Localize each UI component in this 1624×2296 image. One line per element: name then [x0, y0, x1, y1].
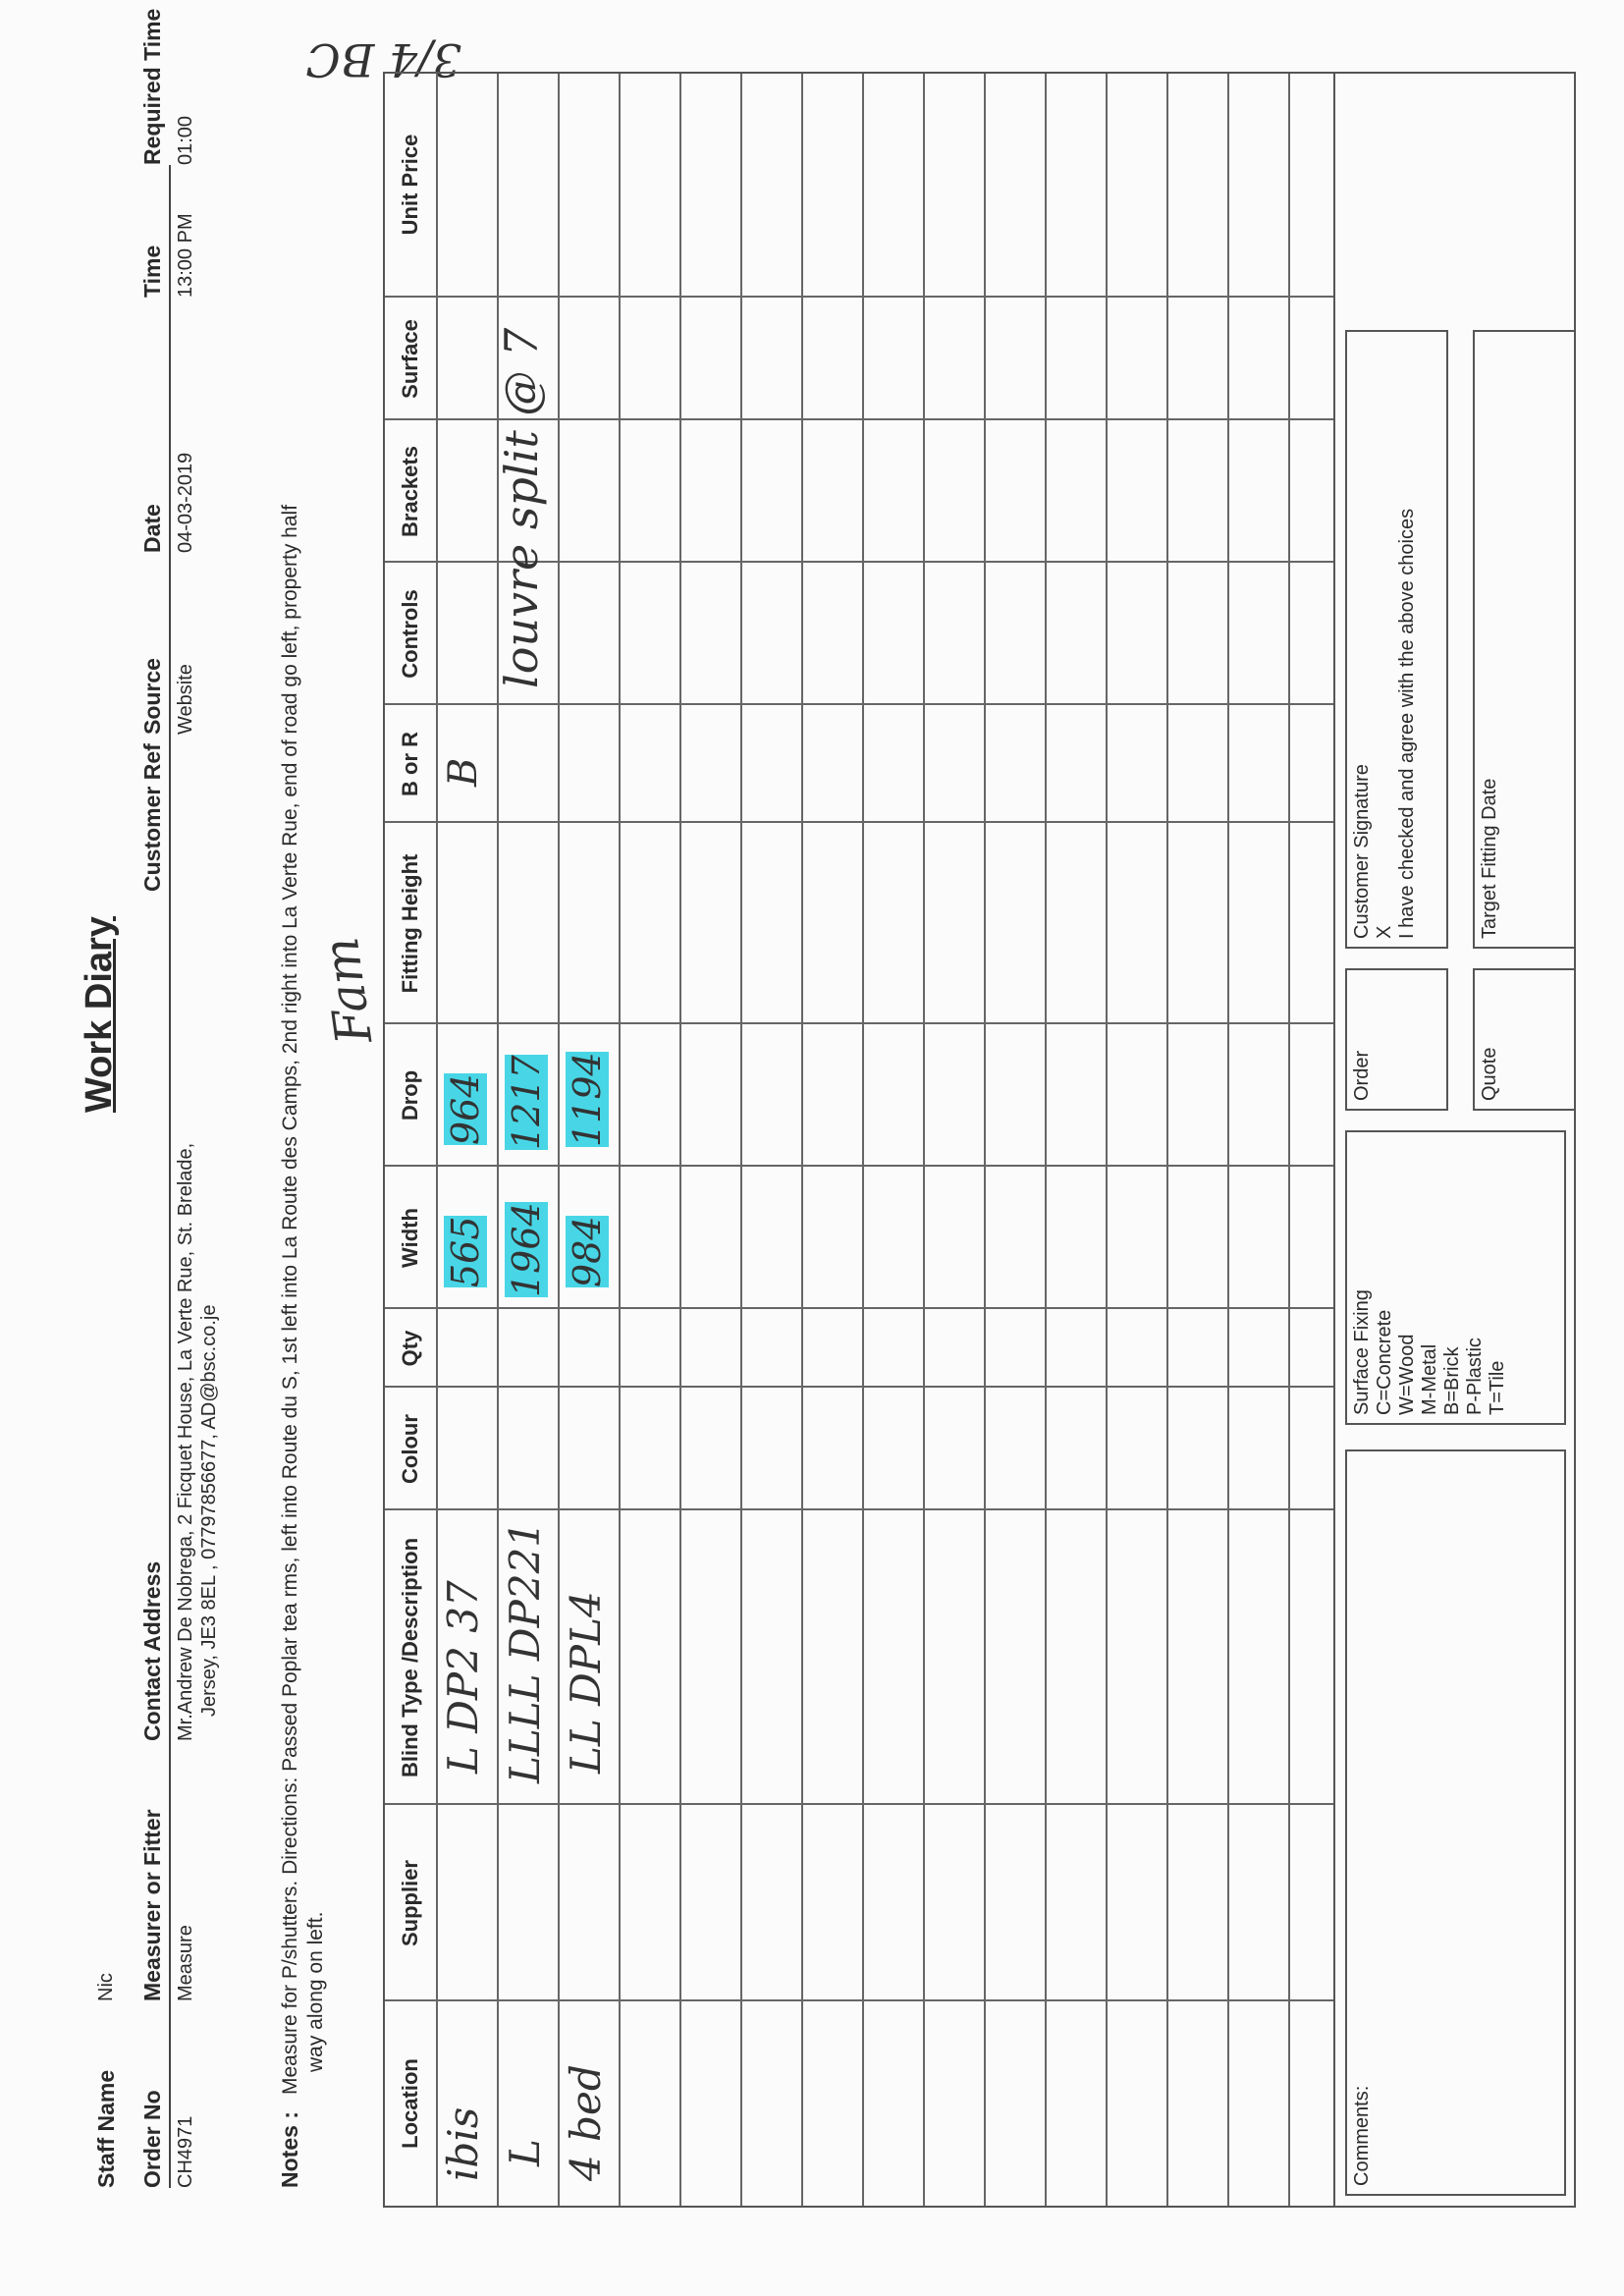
row-divider — [558, 74, 560, 2206]
time-label: Time — [139, 245, 165, 298]
date-label: Date — [139, 504, 165, 553]
column-header-description: Blind Type /Description — [398, 1537, 422, 1778]
column-header-surface: Surface — [398, 319, 422, 399]
row-divider — [984, 74, 986, 2206]
measurer-label: Measurer or Fitter — [139, 1809, 165, 2001]
row1-width: 565 — [444, 1216, 487, 1287]
row-divider — [1045, 74, 1047, 2206]
row1-location: ibis — [439, 2106, 487, 2181]
row-divider — [801, 74, 803, 2206]
row-divider — [862, 74, 864, 2206]
comments-label: Comments: — [1351, 2085, 1373, 2186]
column-header-location: Location — [398, 2058, 422, 2149]
column-header-b-or-r: B or R — [398, 732, 422, 796]
header-divider — [169, 165, 171, 2188]
source-label: Source — [139, 658, 165, 735]
row2-width: 1964 — [505, 1202, 548, 1297]
column-header-controls: Controls — [398, 589, 422, 679]
column-divider — [385, 1022, 1333, 1024]
target-fitting-date-label: Target Fitting Date — [1479, 778, 1500, 939]
row3-drop: 1194 — [566, 1052, 609, 1147]
row-divider — [679, 74, 681, 2206]
column-divider — [385, 1508, 1333, 1510]
order-box[interactable] — [1345, 968, 1448, 1111]
contact-address-label: Contact Address — [139, 1560, 165, 1741]
customer-ref-label: Customer Ref — [139, 743, 165, 892]
column-header-brackets: Brackets — [398, 446, 422, 537]
column-divider — [385, 1386, 1333, 1388]
row1-b-or-r: B — [441, 757, 486, 787]
row1-description: L DP2 37 — [439, 1580, 487, 1774]
surface-item: M-Metal — [1419, 1343, 1440, 1415]
row-divider — [740, 74, 742, 2206]
column-header-supplier: Supplier — [398, 1860, 422, 1947]
row-divider — [436, 74, 438, 2206]
quote-label: Quote — [1479, 1047, 1500, 1101]
row-divider — [1106, 74, 1108, 2206]
row-divider — [1166, 74, 1168, 2206]
column-divider — [385, 821, 1333, 823]
surface-fixing-box — [1345, 1130, 1566, 1425]
column-divider — [385, 1999, 1333, 2001]
surface-fixing-title: Surface Fixing — [1351, 1289, 1373, 1415]
work-table — [383, 72, 1335, 2208]
row-divider — [1227, 74, 1229, 2206]
order-no-label: Order No — [139, 2090, 165, 2188]
required-time-value: 01:00 — [175, 115, 196, 165]
contact-address-line2: Jersey, JE3 8EL , 07797856677, AD@bsc.co.je — [198, 1304, 220, 1717]
column-header-width: Width — [398, 1208, 422, 1268]
row2-location: L — [501, 2139, 549, 2166]
order-no-value: CH4971 — [175, 2115, 196, 2188]
quote-box[interactable] — [1473, 968, 1576, 1111]
handwritten-margin-note: 3/4 BC — [305, 33, 461, 86]
row3-location: 4 bed — [562, 2064, 610, 2181]
customer-signature-box[interactable] — [1345, 330, 1448, 949]
contact-address-line1: Mr.Andrew De Nobrega, 2 Ficquet House, La Verte Rue, St. Brelade, — [175, 1142, 196, 1741]
comments-box[interactable] — [1345, 1449, 1566, 2196]
surface-item: T=Tile — [1487, 1360, 1508, 1415]
signature-label: Customer Signature — [1351, 764, 1373, 939]
row-divider — [619, 74, 621, 2206]
signature-agreement: I have checked and agree with the above choices — [1396, 508, 1418, 939]
notes-label: Notes : — [277, 2111, 302, 2188]
surface-item: P-Plastic — [1464, 1338, 1486, 1415]
row2-drop: 1217 — [505, 1055, 548, 1150]
row2-description: LLLL DP221 — [501, 1520, 549, 1783]
row3-description: LL DPL4 — [562, 1591, 610, 1774]
column-divider — [385, 1307, 1333, 1309]
row1-drop: 964 — [444, 1073, 487, 1145]
column-divider — [385, 296, 1333, 298]
column-divider — [385, 1803, 1333, 1805]
column-divider — [385, 1165, 1333, 1167]
page-title: Work Diary — [79, 916, 120, 1113]
required-time-label: Required Time — [139, 8, 165, 165]
handwritten-family-note: Fam — [311, 933, 384, 1048]
column-divider — [385, 703, 1333, 705]
row3-width: 984 — [566, 1216, 609, 1287]
date-value: 04-03-2019 — [175, 452, 196, 553]
row-divider — [1288, 74, 1290, 2206]
surface-item: C=Concrete — [1374, 1309, 1395, 1415]
footer-area — [1335, 72, 1576, 2208]
surface-item: B=Brick — [1441, 1346, 1463, 1415]
louvre-split-note: louvre split @ 7 — [495, 327, 548, 688]
source-value: Website — [175, 664, 196, 735]
notes-line1: Measure for P/shutters. Directions: Passed Poplar tea rms, left into Route du S, 1st left into La Route des Camps, 2nd right into La Verte Rue, end of road go left, property half — [279, 504, 301, 2095]
surface-item: W=Wood — [1396, 1334, 1418, 1415]
column-header-unit-price: Unit Price — [398, 134, 422, 236]
measurer-value: Measure — [175, 1925, 196, 2001]
column-header-fitting-height: Fitting Height — [398, 853, 422, 994]
time-value: 13:00 PM — [175, 213, 196, 298]
order-label: Order — [1351, 1050, 1373, 1101]
column-header-qty: Qty — [398, 1330, 422, 1367]
column-header-drop: Drop — [398, 1069, 422, 1121]
notes-line2: way along on left. — [304, 1911, 327, 2072]
row-divider — [923, 74, 925, 2206]
target-fitting-date-box[interactable] — [1473, 330, 1576, 949]
signature-x: X — [1374, 925, 1395, 939]
column-header-colour: Colour — [398, 1414, 422, 1484]
staff-name-value: Nic — [95, 1973, 117, 2001]
staff-name-label: Staff Name — [93, 2069, 119, 2188]
